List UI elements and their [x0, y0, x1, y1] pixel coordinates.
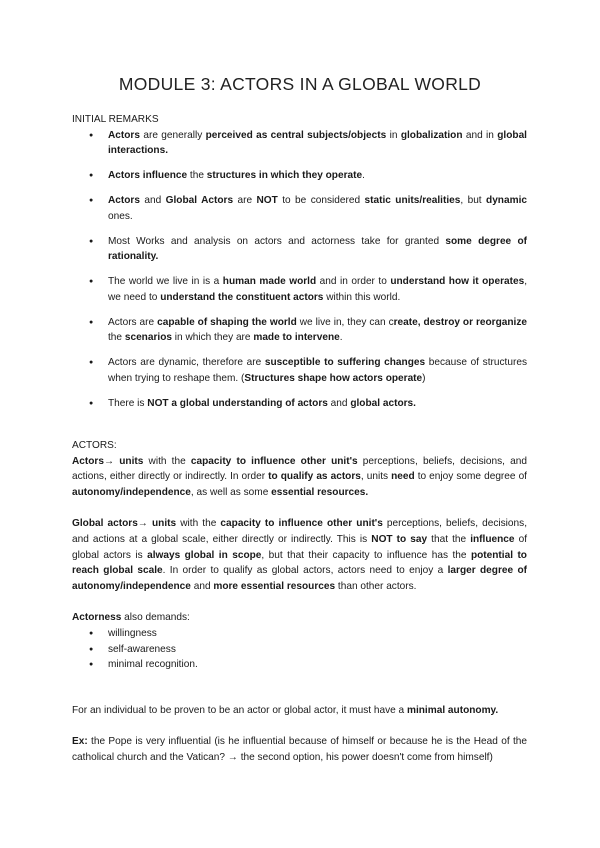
initial-remarks-list [72, 128, 527, 412]
list-item: ● There is NOT a global understanding of actors and global actors. [72, 396, 527, 412]
list-item: ● Actors are generally perceived as central subjects/objects in globalization and in global interactions. [72, 128, 527, 159]
section-heading-actors: ACTORS: [72, 440, 117, 452]
list-item: ● Actors and Global Actors are NOT to be considered static units/realities, but dynamic ones. [72, 193, 527, 224]
list-item: ● willingness [72, 626, 527, 642]
list-item: ● The world we live in is a human made world and in order to understand how it operates, we need to understand the constituent actors within this world. [72, 274, 527, 305]
document-body [72, 112, 527, 766]
list-item: ● minimal recognition. [72, 657, 527, 673]
page-title: MODULE 3: ACTORS IN A GLOBAL WORLD [118, 74, 482, 94]
list-item: ● Actors are dynamic, therefore are susceptible to suffering changes because of structures when trying to reshape them. (Structures shape how actors operate) [72, 355, 527, 386]
actorness-intro: Actorness also demands: [72, 612, 190, 624]
list-item: ● Actors are capable of shaping the world we live in, they can create, destroy or reorganize the scenarios in which they are made to intervene. [72, 315, 527, 346]
list-item: ● Most Works and analysis on actors and actorness take for granted some degree of rationality. [72, 234, 527, 265]
minimal-autonomy-statement: For an individual to be proven to be an actor or global actor, it must have a minimal autonomy. [72, 704, 499, 716]
actors-definition: Actors→ units with the capacity to influence other unit's perceptions, beliefs, decisions, and actions, either directly or indirectly. In order to qualify as actors, units need to enjoy some degree of autonomy/independence, as well as some essential resources. [72, 455, 528, 498]
pope-example: Ex: the Pope is very influential (is he influential because of himself or because he is the Head of the catholical church and the Vatican? → the second option, his power doesn't come from himself) [72, 736, 527, 763]
actorness-list [72, 626, 527, 673]
section-heading-initial-remarks: INITIAL REMARKS [72, 114, 159, 125]
global-actors-definition: Global actors→ units with the capacity to influence other unit's perceptions, beliefs, decisions, and actions at a global scale, either directly or indirectly. This is NOT to say that the influence of global actors is always global in scope, but that their capacity to influence has the potential to reach global scale. In order to qualify as global actors, actors need to enjoy a larger degree of autonomy/independence and more essential resources than other actors. [72, 518, 528, 592]
list-item: ● self-awareness [72, 642, 527, 658]
list-item: ● Actors influence the structures in which they operate. [72, 168, 527, 184]
